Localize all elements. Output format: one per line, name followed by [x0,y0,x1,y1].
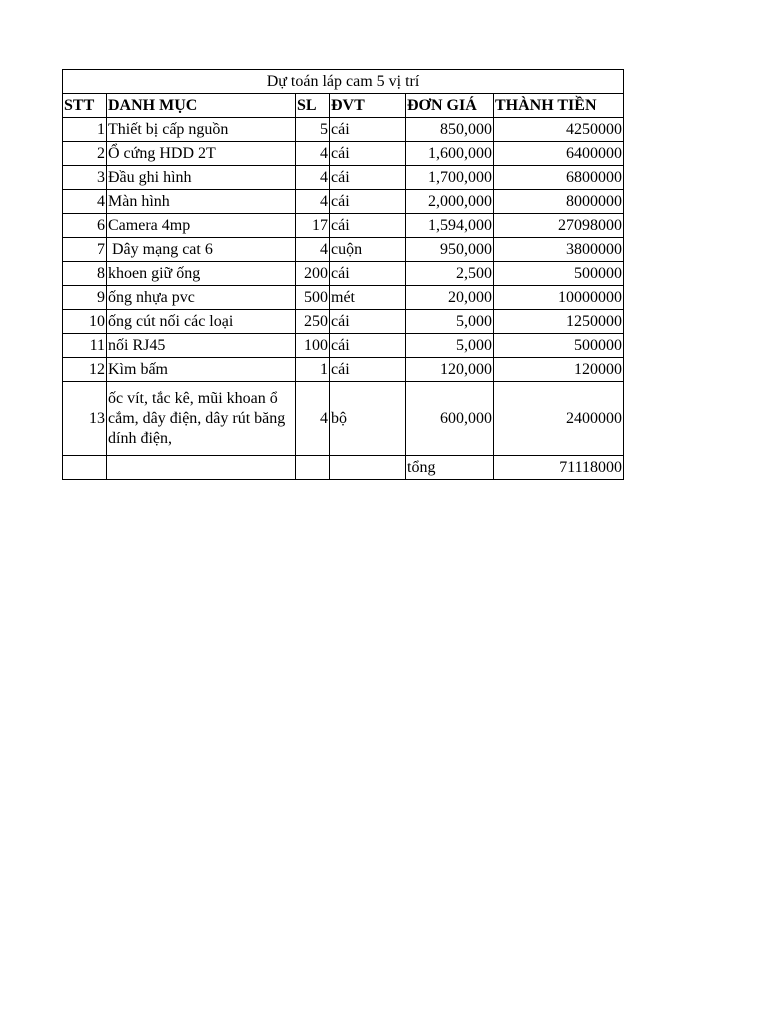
cell-dvt[interactable]: cái [330,358,406,382]
cell-dvt[interactable]: bộ [330,382,406,456]
cell-thanh-tien[interactable]: 500000 [494,262,624,286]
title-row [63,70,624,94]
table-row [63,334,624,358]
table-row [63,310,624,334]
table-row [63,142,624,166]
cell-sl[interactable]: 5 [296,118,330,142]
table-row [63,262,624,286]
cell-stt[interactable]: 13 [63,382,107,456]
cell-stt[interactable]: 11 [63,334,107,358]
empty-cell[interactable] [107,456,296,480]
cell-sl[interactable]: 100 [296,334,330,358]
cell-dvt[interactable]: mét [330,286,406,310]
cell-don-gia[interactable]: 2,500 [406,262,494,286]
cell-don-gia[interactable]: 600,000 [406,382,494,456]
table-row [63,286,624,310]
cell-thanh-tien[interactable]: 2400000 [494,382,624,456]
table-row [63,382,624,456]
cell-dvt[interactable]: cái [330,142,406,166]
header-danh-muc[interactable]: DANH MỤC [107,94,296,118]
cell-thanh-tien[interactable]: 500000 [494,334,624,358]
header-thanh-tien[interactable]: THÀNH TIỀN [494,94,624,118]
cell-thanh-tien[interactable]: 120000 [494,358,624,382]
cell-thanh-tien[interactable]: 6400000 [494,142,624,166]
cell-dvt[interactable]: cái [330,334,406,358]
cell-stt[interactable]: 7 [63,238,107,262]
cell-dvt[interactable]: cái [330,214,406,238]
cell-sl[interactable]: 17 [296,214,330,238]
cell-stt[interactable]: 12 [63,358,107,382]
table-title[interactable]: Dự toán láp cam 5 vị trí [63,70,624,94]
cell-stt[interactable]: 9 [63,286,107,310]
total-value[interactable]: 71118000 [494,456,624,480]
cell-danh-muc[interactable]: ống cút nối các loại [107,310,296,334]
cell-dvt[interactable]: cuộn [330,238,406,262]
table-row [63,190,624,214]
table-row [63,166,624,190]
empty-cell[interactable] [63,456,107,480]
cell-dvt[interactable]: cái [330,262,406,286]
cell-don-gia[interactable]: 950,000 [406,238,494,262]
cell-danh-muc[interactable]: Dây mạng cat 6 [107,238,296,262]
cell-danh-muc[interactable]: ống nhựa pvc [107,286,296,310]
cell-thanh-tien[interactable]: 4250000 [494,118,624,142]
table-row [63,214,624,238]
cell-sl[interactable]: 500 [296,286,330,310]
cell-stt[interactable]: 1 [63,118,107,142]
table-row [63,118,624,142]
total-label[interactable]: tổng [406,456,494,480]
cell-stt[interactable]: 8 [63,262,107,286]
cell-sl[interactable]: 200 [296,262,330,286]
cell-don-gia[interactable]: 120,000 [406,358,494,382]
cell-stt[interactable]: 3 [63,166,107,190]
cell-danh-muc[interactable]: Camera 4mp [107,214,296,238]
cell-sl[interactable]: 4 [296,190,330,214]
cell-dvt[interactable]: cái [330,310,406,334]
cell-don-gia[interactable]: 5,000 [406,310,494,334]
header-dvt[interactable]: ĐVT [330,94,406,118]
table-row [63,238,624,262]
cell-thanh-tien[interactable]: 6800000 [494,166,624,190]
cell-don-gia[interactable]: 20,000 [406,286,494,310]
cell-stt[interactable]: 4 [63,190,107,214]
cell-sl[interactable]: 4 [296,142,330,166]
cell-thanh-tien[interactable]: 8000000 [494,190,624,214]
cell-sl[interactable]: 250 [296,310,330,334]
cell-danh-muc[interactable]: Thiết bị cấp nguồn [107,118,296,142]
cell-danh-muc[interactable]: Đầu ghi hình [107,166,296,190]
cell-thanh-tien[interactable]: 1250000 [494,310,624,334]
cell-danh-muc[interactable]: Màn hình [107,190,296,214]
header-don-gia[interactable]: ĐƠN GIÁ [406,94,494,118]
cell-thanh-tien[interactable]: 27098000 [494,214,624,238]
cell-don-gia[interactable]: 850,000 [406,118,494,142]
cell-dvt[interactable]: cái [330,190,406,214]
cell-don-gia[interactable]: 1,594,000 [406,214,494,238]
empty-cell[interactable] [330,456,406,480]
table-row [63,358,624,382]
cell-sl[interactable]: 4 [296,382,330,456]
cell-dvt[interactable]: cái [330,166,406,190]
total-row [63,456,624,480]
cell-stt[interactable]: 10 [63,310,107,334]
empty-cell[interactable] [296,456,330,480]
cell-sl[interactable]: 4 [296,166,330,190]
cell-danh-muc[interactable]: ốc vít, tắc kê, mũi khoan ổ cắm, dây điện, dây rút băng dính điện, [107,382,296,456]
cell-thanh-tien[interactable]: 10000000 [494,286,624,310]
cell-danh-muc[interactable]: Ổ cứng HDD 2T [107,142,296,166]
cell-danh-muc[interactable]: Kìm bấm [107,358,296,382]
cell-dvt[interactable]: cái [330,118,406,142]
cell-danh-muc[interactable]: khoen giữ ống [107,262,296,286]
header-row [63,94,624,118]
header-sl[interactable]: SL [296,94,330,118]
cell-sl[interactable]: 4 [296,238,330,262]
cell-don-gia[interactable]: 1,700,000 [406,166,494,190]
cell-don-gia[interactable]: 5,000 [406,334,494,358]
cell-stt[interactable]: 6 [63,214,107,238]
estimate-table [62,69,624,480]
cell-don-gia[interactable]: 2,000,000 [406,190,494,214]
cell-thanh-tien[interactable]: 3800000 [494,238,624,262]
cell-sl[interactable]: 1 [296,358,330,382]
cell-danh-muc[interactable]: nối RJ45 [107,334,296,358]
cell-don-gia[interactable]: 1,600,000 [406,142,494,166]
cell-stt[interactable]: 2 [63,142,107,166]
header-stt[interactable]: STT [63,94,107,118]
